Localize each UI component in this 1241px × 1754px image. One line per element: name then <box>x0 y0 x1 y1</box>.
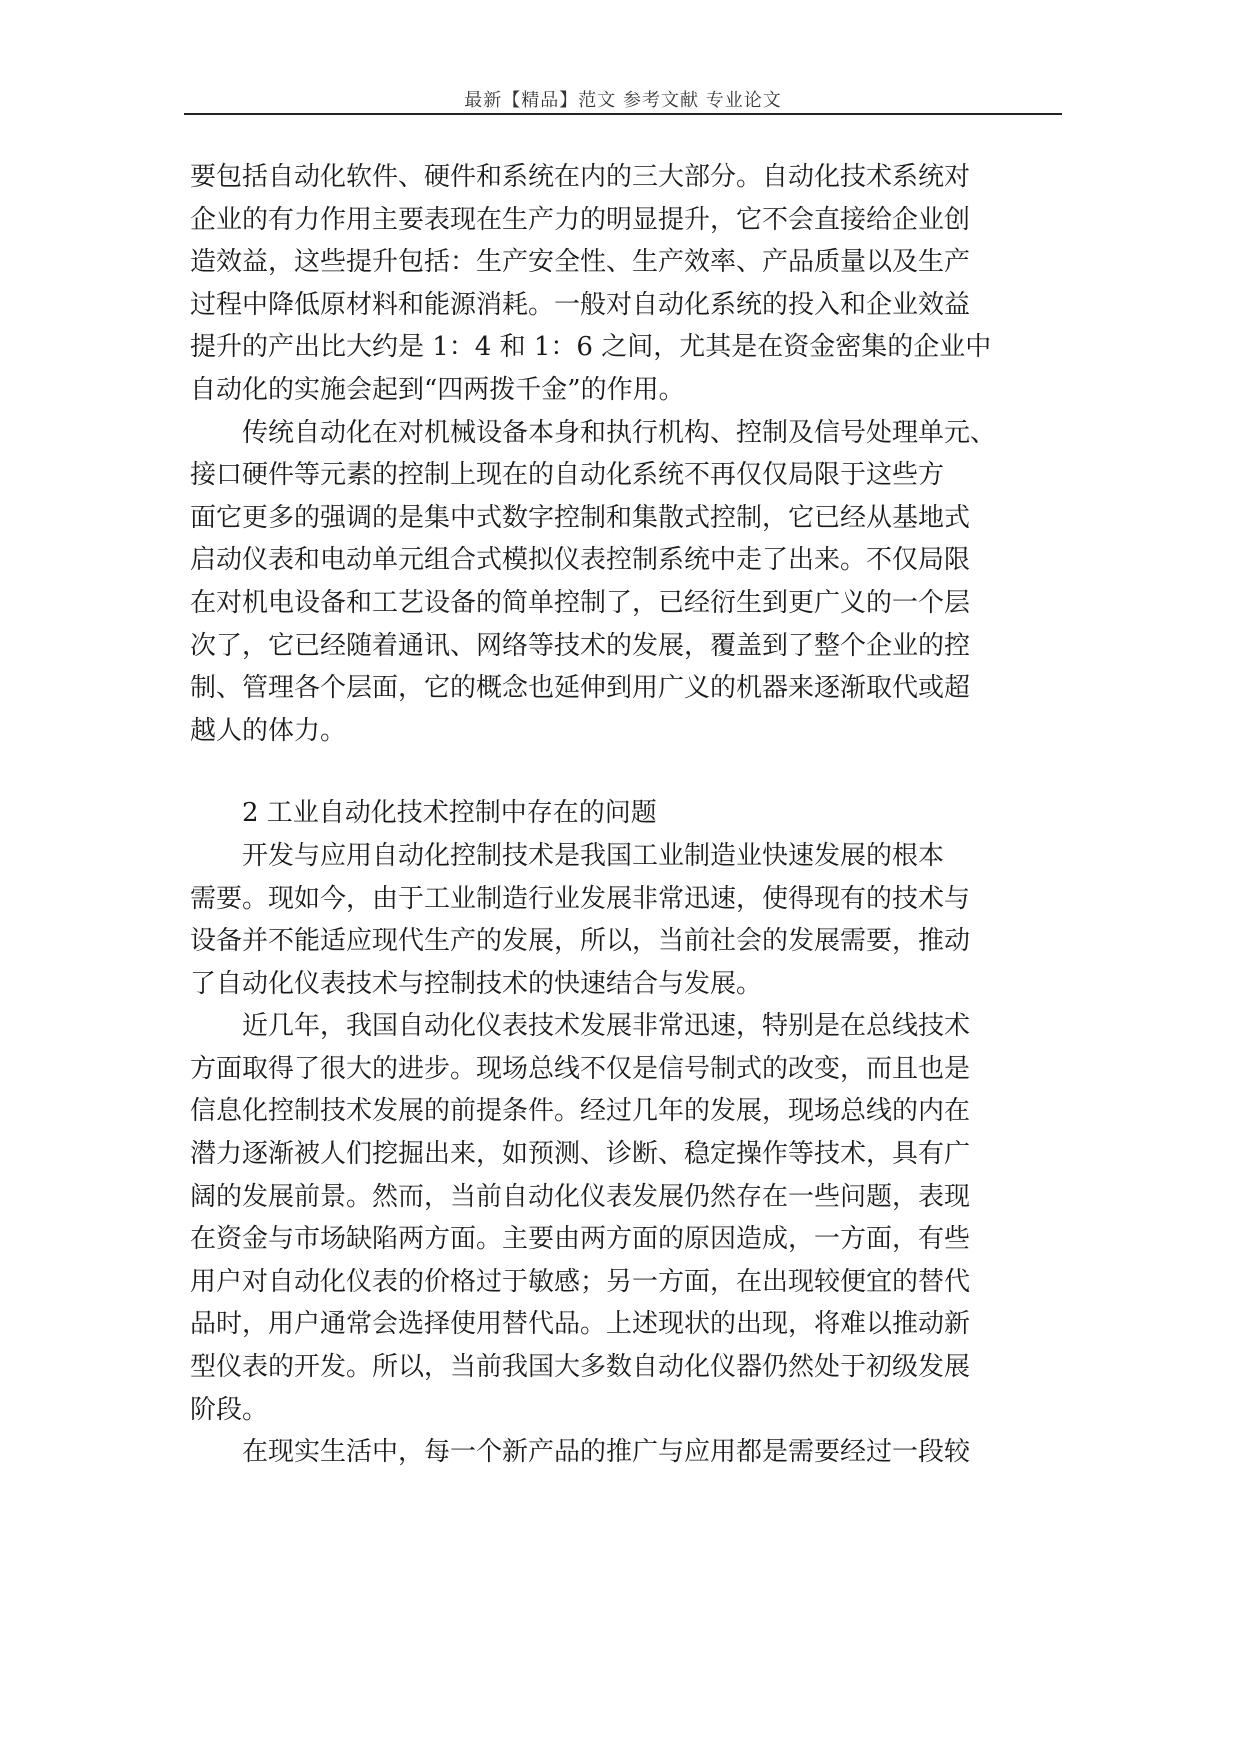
text-line: 造效益，这些提升包括：生产安全性、生产效率、产品质量以及生产 <box>190 247 971 278</box>
text-line: 提升的产出比大约是 1：4 和 1：6 之间，尤其是在资金密集的企业中 <box>190 332 992 363</box>
text-line: 企业的有力作用主要表现在生产力的明显提升，它不会直接给企业创 <box>190 204 971 235</box>
paragraph <box>190 156 1060 412</box>
paragraph <box>190 1005 1060 1431</box>
text-line: 越人的体力。 <box>190 715 347 746</box>
section-heading: 2 工业自动化技术控制中存在的问题 <box>242 798 657 829</box>
text-line: 在资金与市场缺陷两方面。主要由两方面的原因造成，一方面，有些 <box>190 1224 971 1255</box>
text-line: 需要。现如今，由于工业制造行业发展非常迅速，使得现有的技术与 <box>190 883 971 914</box>
paragraph <box>190 412 1060 753</box>
text-line: 次了，它已经随着通讯、网络等技术的发展，覆盖到了整个企业的控 <box>190 630 971 661</box>
header-rule <box>184 113 1062 115</box>
text-line: 设备并不能适应现代生产的发展，所以，当前社会的发展需要，推动 <box>190 926 971 957</box>
text-line: 近几年，我国自动化仪表技术发展非常迅速，特别是在总线技术 <box>242 1011 971 1042</box>
text-line: 在对机电设备和工艺设备的简单控制了，已经衍生到更广义的一个层 <box>190 587 971 618</box>
text-line: 制、管理各个层面，它的概念也延伸到用广义的机器来逐渐取代或超 <box>190 673 971 704</box>
text-line: 信息化控制技术发展的前提条件。经过几年的发展，现场总线的内在 <box>190 1096 971 1127</box>
paragraph <box>190 835 1060 1005</box>
text-line: 面它更多的强调的是集中式数字控制和集散式控制，它已经从基地式 <box>190 502 971 533</box>
text-line: 启动仪表和电动单元组合式模拟仪表控制系统中走了出来。不仅局限 <box>190 545 971 576</box>
text-line: 接口硬件等元素的控制上现在的自动化系统不再仅仅局限于这些方 <box>190 460 945 491</box>
text-line: 方面取得了很大的进步。现场总线不仅是信号制式的改变，而且也是 <box>190 1053 971 1084</box>
text-line: 品时，用户通常会选择使用替代品。上述现状的出现，将难以推动新 <box>190 1309 971 1340</box>
text-line: 潜力逐渐被人们挖掘出来，如预测、诊断、稳定操作等技术，具有广 <box>190 1139 971 1170</box>
text-line: 传统自动化在对机械设备本身和执行机构、控制及信号处理单元、 <box>242 417 997 448</box>
text-line: 过程中降低原材料和能源消耗。一般对自动化系统的投入和企业效益 <box>190 289 971 320</box>
text-line: 自动化的实施会起到“四两拨千金”的作用。 <box>190 374 685 405</box>
body-text <box>190 156 1060 1474</box>
text-line: 阶段。 <box>190 1394 269 1425</box>
paragraph <box>190 1431 1060 1474</box>
running-header: 最新【精品】范文 参考文献 专业论文 <box>464 90 782 111</box>
text-line: 阔的发展前景。然而，当前自动化仪表发展仍然存在一些问题，表现 <box>190 1181 971 1212</box>
text-line: 了自动化仪表技术与控制技术的快速结合与发展。 <box>190 968 763 999</box>
blank-line <box>190 752 1060 792</box>
text-line: 用户对自动化仪表的价格过于敏感；另一方面，在出现较便宜的替代 <box>190 1266 971 1297</box>
text-line: 型仪表的开发。所以，当前我国大多数自动化仪器仍然处于初级发展 <box>190 1352 971 1383</box>
text-line: 要包括自动化软件、硬件和系统在内的三大部分。自动化技术系统对 <box>190 162 971 192</box>
text-line: 开发与应用自动化控制技术是我国工业制造业快速发展的根本 <box>242 840 945 871</box>
text-line: 在现实生活中，每一个新产品的推广与应用都是需要经过一段较 <box>242 1437 971 1468</box>
